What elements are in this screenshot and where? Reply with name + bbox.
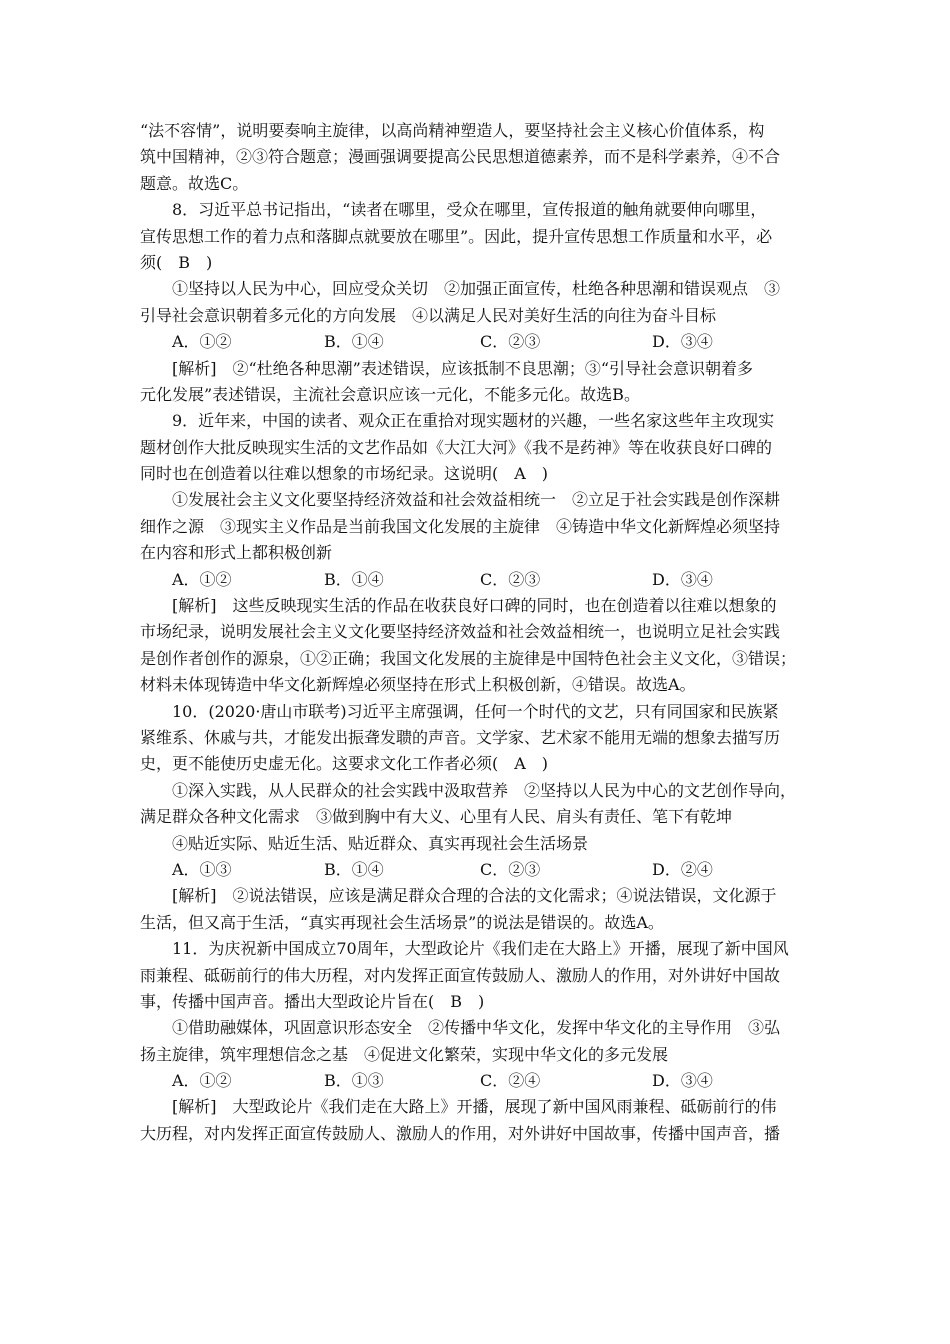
question-8-stem: 8．习近平总书记指出，“读者在哪里，受众在哪里，宣传报道的触角就要伸向哪里， [172, 200, 767, 220]
option-a: A．①② [172, 332, 232, 352]
question-9-stem: 9．近年来，中国的读者、观众正在重拾对现实题材的兴趣，一些名家这些年主攻现实 [172, 411, 775, 431]
question-11-analysis: [解析] 大型政论片《我们走在大路上》开播，展现了新中国风雨兼程、砥砺前行的伟 [172, 1097, 777, 1117]
text-line: 引导社会意识朝着多元化的方向发展 ④以满足人民对美好生活的向往为奋斗目标 [140, 305, 717, 325]
question-9-statements: ①发展社会主义文化要坚持经济效益和社会效益相统一 ②立足于社会实践是创作深耕 [172, 490, 781, 510]
option-b: B．①④ [324, 332, 384, 352]
text-line: 宣传思想工作的着力点和落脚点就要放在哪里”。因此，提升宣传思想工作质量和水平，必 [140, 226, 773, 246]
option-c: C．②③ [480, 569, 541, 589]
text-line: 须( B ) [140, 252, 213, 272]
question-11-stem: 11．为庆祝新中国成立70周年，大型政论片《我们走在大路上》开播，展现了新中国风 [172, 939, 789, 959]
option-c: C．②③ [480, 332, 541, 352]
text-line: 在内容和形式上都积极创新 [140, 543, 333, 563]
option-d: D．③④ [652, 332, 713, 352]
question-8-options [140, 329, 820, 355]
text-line: 元化发展”表述错误，主流社会意识应该一元化，不能多元化。故选B。 [140, 384, 640, 404]
text-line: 满足群众各种文化需求 ③做到胸中有大义、心里有人民、肩头有责任、笔下有乾坤 [140, 807, 733, 827]
text-line: 材料未体现铸造中华文化新辉煌必须坚持在形式上积极创新，④错误。故选A。 [140, 675, 696, 695]
text-line: 是创作者创作的源泉，①②正确；我国文化发展的主旋律是中国特色社会主义文化，③错误； [140, 648, 797, 668]
option-b: B．①④ [324, 569, 384, 589]
text-line: 史，更不能使历史虚无化。这要求文化工作者必须( A ) [140, 754, 549, 774]
question-9-analysis: [解析] 这些反映现实生活的作品在收获良好口碑的同时，也在创造着以往难以想象的 [172, 596, 777, 616]
question-10-stem: 10．(2020·唐山市联考)习近平主席强调，任何一个时代的文艺，只有同国家和民族紧 [172, 701, 779, 721]
option-b: B．①③ [324, 1071, 384, 1091]
option-d: D．②④ [652, 859, 713, 879]
option-c: C．②④ [480, 1071, 541, 1091]
question-10-analysis: [解析] ②说法错误，应该是满足群众合理的合法的文化需求；④说法错误，文化源于 [172, 886, 777, 906]
text-line: 细作之源 ③现实主义作品是当前我国文化发展的主旋律 ④铸造中华文化新辉煌必须坚持 [140, 516, 781, 536]
option-a: A．①② [172, 1071, 232, 1091]
text-line: 紧维系、休戚与共，才能发出振聋发聩的声音。文学家、艺术家不能用无端的想象去描写历 [140, 727, 781, 747]
text-line: 筑中国精神，②③符合题意；漫画强调要提高公民思想道德素养，而不是科学素养，④不合 [140, 147, 781, 167]
document-page [140, 118, 820, 1147]
text-line: 事，传播中国声音。播出大型政论片旨在( B ) [140, 991, 485, 1011]
text-line: 题材创作大批反映现实生活的文艺作品如《大江大河》《我不是药神》等在收获良好口碑的 [140, 437, 773, 457]
option-a: A．①③ [172, 859, 232, 879]
question-10-options [140, 857, 820, 883]
option-b: B．①④ [324, 859, 384, 879]
option-d: D．③④ [652, 569, 713, 589]
text-line: ④贴近实际、贴近生活、贴近群众、真实再现社会生活场景 [172, 833, 589, 853]
question-8-statements: ①坚持以人民为中心，回应受众关切 ②加强正面宣传，杜绝各种思潮和错误观点 ③ [172, 279, 781, 299]
text-line: 同时也在创造着以往难以想象的市场纪录。这说明( A ) [140, 464, 549, 484]
question-10-statements: ①深入实践，从人民群众的社会实践中汲取营养 ②坚持以人民为中心的文艺创作导向， [172, 780, 797, 800]
question-8-analysis: [解析] ②“杜绝各种思潮”表述错误，应该抵制不良思潮；③“引导社会意识朝着多 [172, 358, 754, 378]
question-11-statements: ①借助融媒体，巩固意识形态安全 ②传播中华文化，发挥中华文化的主导作用 ③弘 [172, 1018, 781, 1038]
text-line: 大历程，对内发挥正面宣传鼓励人、激励人的作用，对外讲好中国故事，传播中国声音，播 [140, 1123, 781, 1143]
option-c: C．②③ [480, 859, 541, 879]
question-9-options [140, 567, 820, 593]
text-line: 市场纪录，说明发展社会主义文化要坚持经济效益和社会效益相统一，也说明立足社会实践 [140, 622, 781, 642]
text-line: 生活，但又高于生活，“真实再现社会生活场景”的说法是错误的。故选A。 [140, 912, 664, 932]
text-line: “法不容情”，说明要奏响主旋律，以高尚精神塑造人，要坚持社会主义核心价值体系，构 [140, 121, 765, 140]
question-11-options [140, 1068, 820, 1094]
option-d: D．③④ [652, 1071, 713, 1091]
text-line: 题意。故选C。 [140, 173, 249, 193]
text-line: 扬主旋律，筑牢理想信念之基 ④促进文化繁荣，实现中华文化的多元发展 [140, 1044, 669, 1064]
text-line: 雨兼程、砥砺前行的伟大历程，对内发挥正面宣传鼓励人、激励人的作用，对外讲好中国故 [140, 965, 781, 985]
option-a: A．①② [172, 569, 232, 589]
